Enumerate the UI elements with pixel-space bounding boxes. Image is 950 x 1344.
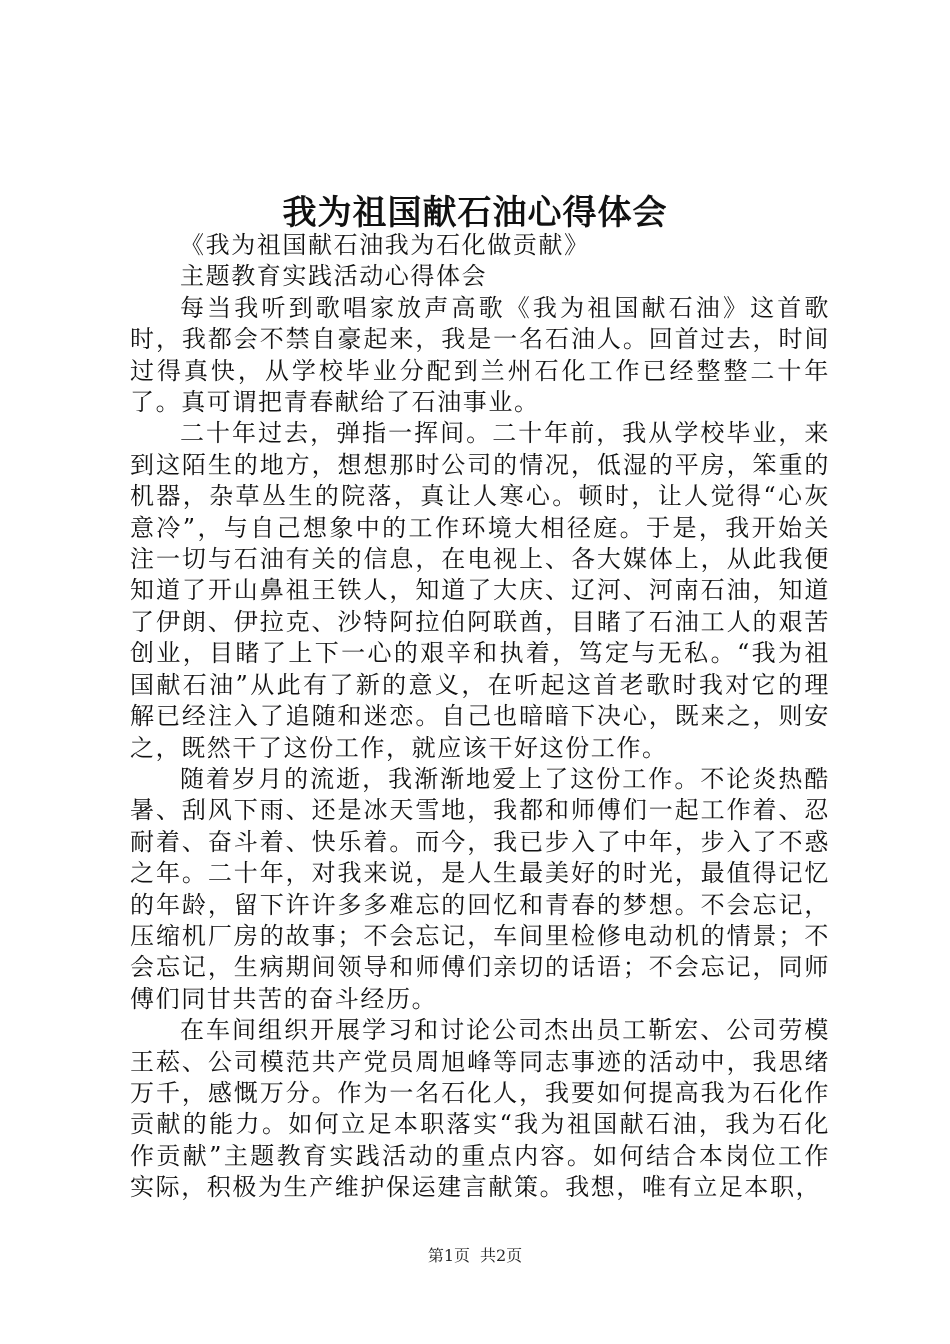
- body-paragraph: 随着岁月的流逝，我渐渐地爱上了这份工作。不论炎热酷暑、刮风下雨、还是冰天雪地，我都和师傅们一起工作着、忍耐着、奋斗着、快乐着。而今，我已步入了中年，步入了不惑之年。二十年，对我来说，是人生最美好的时光，最值得记忆的年龄，留下许许多多难忘的回忆和青春的梦想。不会忘记，压缩机厂房的故事；不会忘记，车间里检修电动机的情景；不会忘记，生病期间领导和师傅们亲切的话语；不会忘记，同师傅们同甘共苦的奋斗经历。: [130, 764, 830, 1013]
- page-footer: [0, 1243, 950, 1266]
- document-body: [130, 230, 830, 1204]
- body-paragraph: 在车间组织开展学习和讨论公司杰出员工靳宏、公司劳模王菘、公司模范共产党员周旭峰等同志事迹的活动中，我思绪万千，感慨万分。作为一名石化人，我要如何提高我为石化作贡献的能力。如何立足本职落实“我为祖国献石油，我为石化作贡献”主题教育实践活动的重点内容。如何结合本岗位工作实际，积极为生产维护保运建言献策。我想，唯有立足本职，: [130, 1016, 830, 1202]
- page-total: 共2页: [480, 1246, 523, 1265]
- body-paragraph: 每当我听到歌唱家放声高歌《我为祖国献石油》这首歌时，我都会不禁自豪起来，我是一名石油人。回首过去，时间过得真快，从学校毕业分配到兰州石化工作已经整整二十年了。真可谓把青春献给了石油事业。: [130, 293, 830, 417]
- document-title: 我为祖国献石油心得体会: [282, 193, 668, 233]
- page-number: 第1页: [427, 1246, 470, 1265]
- subtitle-line: 主题教育实践活动心得体会: [180, 262, 488, 291]
- subtitle-line: 《我为祖国献石油我为石化做贡献》: [180, 231, 590, 259]
- body-paragraph: 二十年过去，弹指一挥间。二十年前，我从学校毕业，来到这陌生的地方，想想那时公司的情况，低湿的平房，笨重的机器，杂草丛生的院落，真让人寒心。顿时，让人觉得“心灰意冷”，与自己想象中的工作环境大相径庭。于是，我开始关注一切与石油有关的信息，在电视上、各大媒体上，从此我便知道了开山鼻祖王铁人，知道了大庆、辽河、河南石油，知道了伊朗、伊拉克、沙特阿拉伯阿联酋，目睹了石油工人的艰苦创业，目睹了上下一心的艰辛和执着，笃定与无私。“我为祖国献石油”从此有了新的意义，在听起这首老歌时我对它的理解已经注入了追随和迷恋。自己也暗暗下决心，既来之，则安之，既然干了这份工作，就应该干好这份工作。: [130, 419, 830, 762]
